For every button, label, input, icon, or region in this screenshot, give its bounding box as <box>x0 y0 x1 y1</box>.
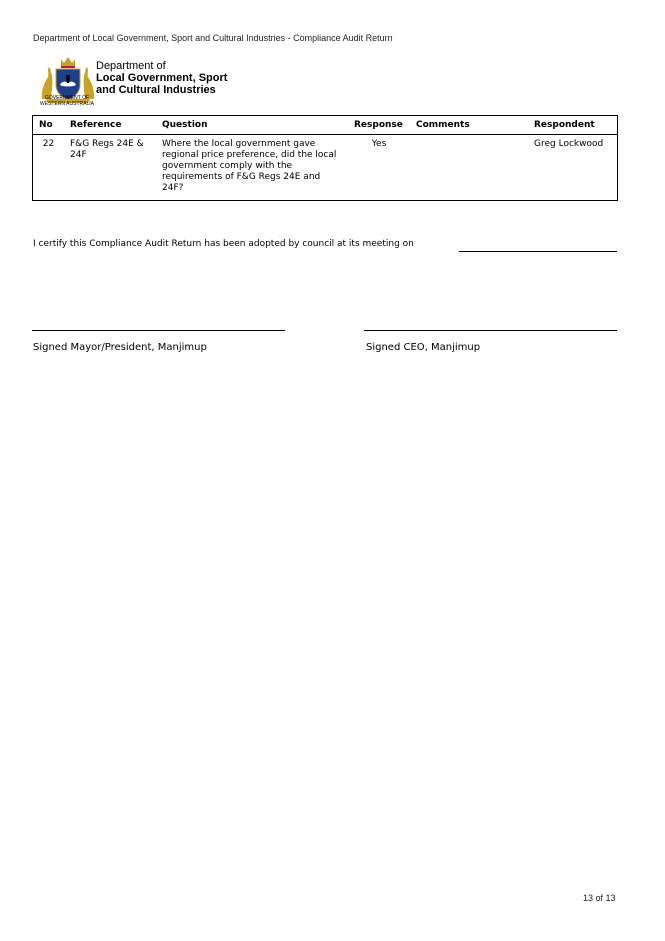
crest-caption <box>38 96 96 107</box>
cell-respondent: Greg Lockwood <box>534 139 604 149</box>
cell-no: 22 <box>42 139 55 149</box>
ceo-signature-line <box>364 330 617 331</box>
table-header-row <box>33 116 618 135</box>
department-name <box>96 60 227 96</box>
certification-statement: I certify this Compliance Audit Return has been adopted by council at its meeting on <box>33 239 414 249</box>
column-header-question: Question <box>156 116 348 135</box>
mayor-signature-line <box>32 330 285 331</box>
column-header-reference: Reference <box>64 116 156 135</box>
meeting-date-line <box>459 251 617 252</box>
crest-caption-line2: WESTERN AUSTRALIA <box>40 100 94 107</box>
document-header: Department of Local Government, Sport and Cultural Industries - Compliance Audit Return <box>33 33 393 43</box>
cell-question: Where the local government gave regional price preference, did the local government comply with the requirements of F&G Regs 24E and 24F? <box>162 139 337 193</box>
cell-reference: F&G Regs 24E & 24F <box>70 139 144 160</box>
department-name-line1: Department of <box>96 60 166 72</box>
crest-caption-line1: GOVERNMENT OF <box>44 95 90 101</box>
ceo-signature-label: Signed CEO, Manjimup <box>366 342 481 353</box>
column-header-no: No <box>33 116 65 135</box>
column-header-comments: Comments <box>410 116 528 135</box>
mayor-signature-label: Signed Mayor/President, Manjimup <box>33 342 207 353</box>
department-name-line3: and Cultural Industries <box>96 84 216 96</box>
compliance-audit-table <box>32 115 618 201</box>
column-header-response: Response <box>348 116 410 135</box>
page-number: 13 of 13 <box>583 893 616 903</box>
cell-response: Yes <box>371 139 387 149</box>
column-header-respondent: Respondent <box>528 116 618 135</box>
table-row <box>33 135 618 201</box>
cell-comments <box>410 135 528 201</box>
department-name-line2: Local Government, Sport <box>96 72 228 84</box>
